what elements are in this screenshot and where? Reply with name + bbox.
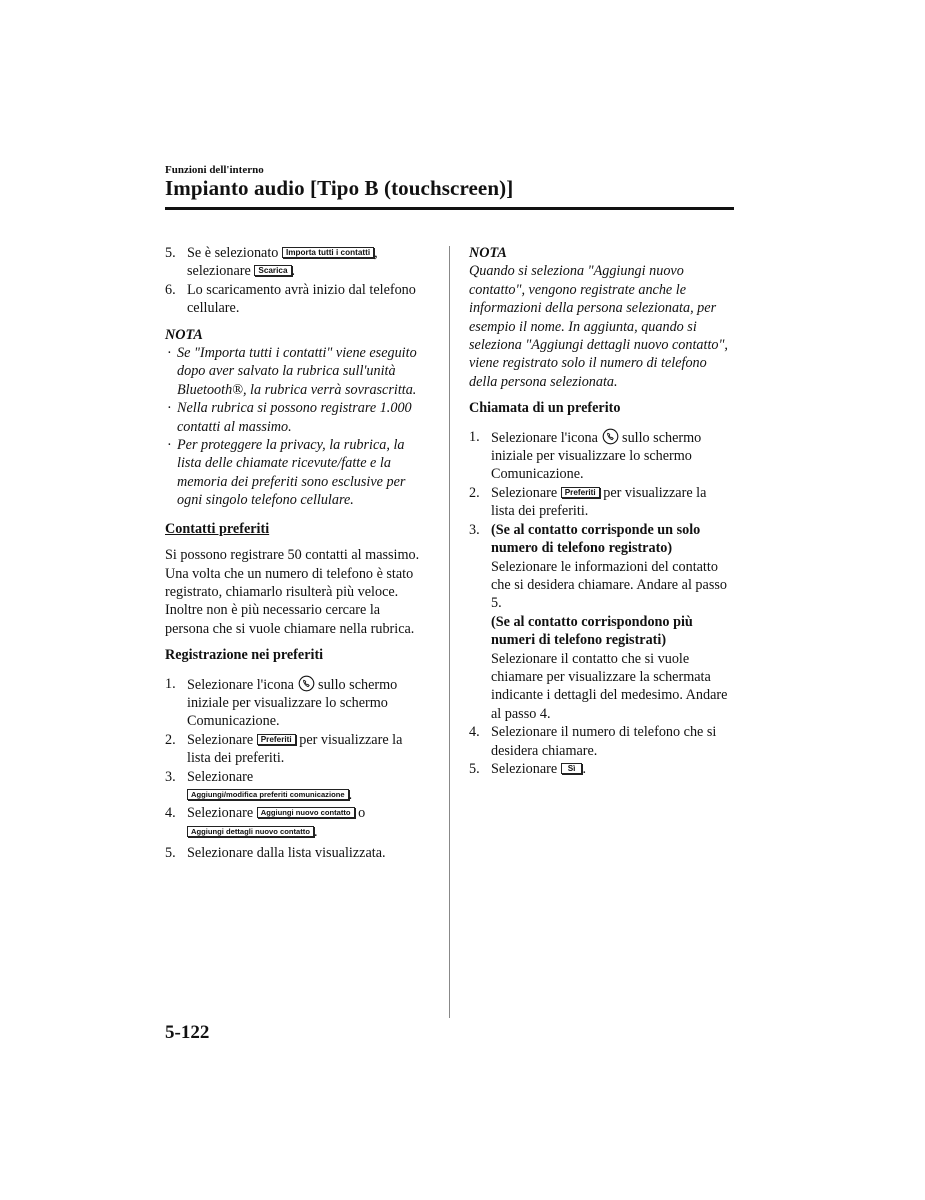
step-number: 6.	[165, 281, 176, 298]
step-text: Selezionare	[187, 731, 254, 748]
call-step-1	[469, 428, 733, 484]
note-bullet	[165, 344, 427, 399]
step-number: 4.	[469, 724, 480, 741]
note-bullet	[165, 399, 427, 436]
favorites-button: Preferiti	[561, 487, 600, 498]
condition-multiple-numbers: (Se al contatto corrispondono più numeri di telefono registrati)	[491, 613, 693, 649]
section-label: Funzioni dell'interno	[165, 164, 264, 176]
reg-step-3: 3. Selezionare Aggiungi/modifica preferiti comunicazione .	[165, 768, 353, 803]
step-5: 5. Se è selezionato Importa tutti i contatti , selezionare Scarica .	[165, 245, 378, 280]
page-number: 5-122	[165, 1022, 210, 1043]
step-number: 5.	[469, 760, 480, 777]
note-text: Nella rubrica si possono registrare 1.000 contatti al massimo.	[177, 400, 412, 435]
step-text: o	[358, 805, 366, 822]
reg-step-2	[165, 731, 427, 768]
bullet-dot: ·	[167, 400, 172, 417]
step-6	[165, 281, 427, 318]
step-number: 5.	[165, 845, 176, 862]
register-favorites-heading: Registrazione nei preferiti	[165, 647, 324, 664]
step-text: Lo scaricamento avrà inizio dal telefono cellulare.	[187, 281, 416, 317]
bullet-dot: ·	[167, 437, 172, 454]
step-text: Selezionare	[187, 768, 254, 785]
page-title: Impianto audio [Tipo B (touchscreen)]	[165, 176, 514, 200]
step-text: Selezionare	[187, 805, 254, 822]
step-number: 1.	[165, 675, 176, 692]
bullet-dot: ·	[167, 345, 172, 362]
step-text: Selezionare l'icona	[491, 429, 598, 446]
yes-button: Sì	[561, 763, 583, 774]
call-step-2	[469, 484, 733, 521]
note-text: Se "Importa tutti i contatti" viene eseguito dopo aver salvato la rubrica sull'unità Bluetooth®, la rubrica verrà sovrascritta.	[177, 345, 417, 398]
favorites-heading: Contatti preferiti	[165, 520, 270, 537]
condition-single-number: (Se al contatto corrisponde un solo numero di telefono registrato)	[491, 521, 701, 557]
reg-step-5	[165, 844, 427, 862]
favorites-paragraph: Si possono registrare 50 contatti al massimo. Una volta che un numero di telefono è stato registrato, chiamarlo risulterà più veloce. Inoltre non è più necessario cercare la persona che si vuole chiamare nella rubrica.	[165, 547, 420, 637]
reg-step-4: 4. Selezionare Aggiungi nuovo contatto o Aggiungi dettagli nuovo contatto .	[165, 805, 366, 840]
step-text: Selezionare	[491, 484, 558, 501]
right-column	[469, 244, 733, 778]
step-text: Selezionare l'icona	[187, 676, 294, 693]
step-number: 3.	[165, 768, 176, 785]
step-number: 2.	[469, 484, 480, 501]
reg-step-1	[165, 675, 427, 731]
step-number: 5.	[165, 245, 176, 261]
step-text: Selezionare le informazioni del contatto che si desidera chiamare. Andare al passo 5.	[491, 558, 727, 612]
step-text: sullo schermo iniziale per visualizzare lo schermo Comunicazione.	[491, 429, 702, 483]
step-text: Selezionare	[491, 760, 558, 777]
download-button: Scarica	[254, 265, 291, 276]
note-bullet	[165, 436, 427, 510]
call-favorite-heading: Chiamata di un preferito	[469, 400, 621, 417]
step-text: per visualizzare la lista dei preferiti.	[187, 731, 403, 767]
step-text: per visualizzare la lista dei preferiti.	[491, 484, 707, 520]
step-text: Selezionare il contatto che si vuole chiamare per visualizzare la schermata indicante i dettagli del medesimo. Andare al passo 4.	[491, 650, 728, 722]
note-label: NOTA	[469, 245, 507, 261]
step-number: 1.	[469, 428, 480, 445]
call-step-3	[469, 521, 733, 723]
step-text: Selezionare il numero di telefono che si desidera chiamare.	[491, 724, 717, 759]
phone-icon	[298, 675, 315, 692]
step-text: Selezionare dalla lista visualizzata.	[187, 845, 386, 862]
add-edit-favorites-button: Aggiungi/modifica preferiti comunicazione	[187, 789, 349, 800]
phone-icon	[602, 428, 619, 445]
step-text: selezionare	[187, 263, 251, 280]
step-number: 4.	[165, 805, 176, 822]
favorites-button: Preferiti	[257, 734, 296, 745]
add-new-contact-details-button: Aggiungi dettagli nuovo contatto	[187, 826, 314, 837]
step-number: 2.	[165, 731, 176, 748]
left-column	[165, 244, 427, 863]
column-divider	[449, 246, 450, 1018]
note-text: Per proteggere la privacy, la rubrica, la lista delle chiamate ricevute/fatte e la memoria dei preferiti sono esclusive per ogni singolo telefono cellulare.	[177, 437, 406, 509]
call-step-5: 5. Selezionare Sì .	[469, 760, 587, 777]
step-text: sullo schermo iniziale per visualizzare lo schermo Comunicazione.	[187, 676, 398, 730]
note-text: Quando si seleziona "Aggiungi nuovo contatto", vengono registrate anche le informazioni della persona selezionata, per esempio il nome. In aggiunta, quando si seleziona "Aggiungi dettagli nuovo contatto", viene registrato solo il numero di telefono della persona selezionata.	[469, 263, 728, 390]
step-text: Se è selezionato	[187, 245, 279, 261]
call-step-4	[469, 723, 733, 760]
title-divider	[165, 207, 734, 210]
import-all-contacts-button: Importa tutti i contatti	[282, 247, 374, 258]
note-label: NOTA	[165, 326, 203, 343]
step-number: 3.	[469, 521, 480, 538]
add-new-contact-button: Aggiungi nuovo contatto	[257, 807, 355, 818]
